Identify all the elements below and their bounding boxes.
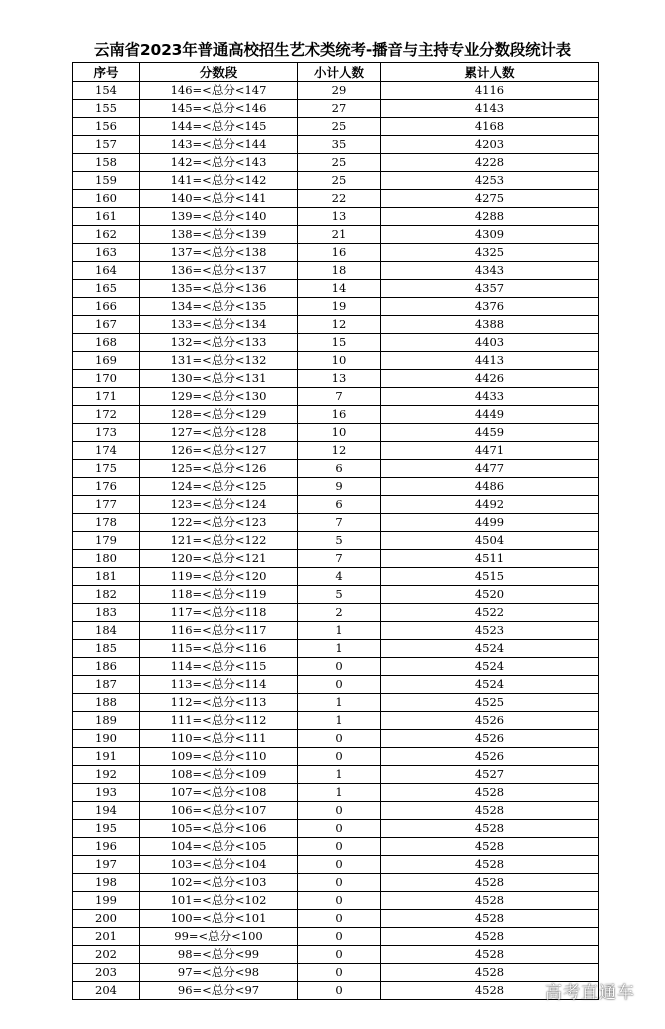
table-row [73,136,599,154]
score-range: 112=<总分<113 [140,694,298,712]
score-range: 130=<总分<131 [140,370,298,388]
cumulative-count: 4515 [381,568,599,586]
subtotal-count: 22 [298,190,381,208]
cumulative-count: 4499 [381,514,599,532]
score-range: 144=<总分<145 [140,118,298,136]
table-row [73,640,599,658]
score-range: 135=<总分<136 [140,280,298,298]
cumulative-count: 4528 [381,802,599,820]
table-row [73,244,599,262]
row-index: 174 [73,442,140,460]
table-row [73,100,599,118]
cumulative-count: 4486 [381,478,599,496]
table-row [73,874,599,892]
row-index: 158 [73,154,140,172]
cumulative-count: 4526 [381,730,599,748]
score-range: 104=<总分<105 [140,838,298,856]
row-index: 204 [73,982,140,1000]
cumulative-count: 4168 [381,118,599,136]
table-row [73,388,599,406]
row-index: 162 [73,226,140,244]
header-count: 小计人数 [298,63,381,82]
row-index: 202 [73,946,140,964]
subtotal-count: 10 [298,352,381,370]
score-range: 117=<总分<118 [140,604,298,622]
score-range: 132=<总分<133 [140,334,298,352]
subtotal-count: 6 [298,460,381,478]
cumulative-count: 4524 [381,640,599,658]
subtotal-count: 7 [298,514,381,532]
score-range: 146=<总分<147 [140,82,298,100]
row-index: 154 [73,82,140,100]
score-range: 110=<总分<111 [140,730,298,748]
row-index: 179 [73,532,140,550]
subtotal-count: 1 [298,712,381,730]
table-row [73,460,599,478]
table-row [73,694,599,712]
cumulative-count: 4228 [381,154,599,172]
row-index: 196 [73,838,140,856]
row-index: 201 [73,928,140,946]
row-index: 195 [73,820,140,838]
cumulative-count: 4511 [381,550,599,568]
score-range: 106=<总分<107 [140,802,298,820]
subtotal-count: 0 [298,820,381,838]
table-row [73,802,599,820]
cumulative-count: 4528 [381,784,599,802]
subtotal-count: 16 [298,406,381,424]
score-range: 115=<总分<116 [140,640,298,658]
row-index: 188 [73,694,140,712]
score-range: 96=<总分<97 [140,982,298,1000]
table-row [73,748,599,766]
row-index: 183 [73,604,140,622]
page-title: 云南省2023年普通高校招生艺术类统考-播音与主持专业分数段统计表 [94,41,571,59]
cumulative-count: 4528 [381,856,599,874]
cumulative-count: 4357 [381,280,599,298]
subtotal-count: 0 [298,964,381,982]
score-range: 145=<总分<146 [140,100,298,118]
score-range: 98=<总分<99 [140,946,298,964]
cumulative-count: 4343 [381,262,599,280]
row-index: 165 [73,280,140,298]
subtotal-count: 0 [298,856,381,874]
table-row [73,550,599,568]
row-index: 168 [73,334,140,352]
subtotal-count: 14 [298,280,381,298]
score-range: 124=<总分<125 [140,478,298,496]
table-row [73,154,599,172]
subtotal-count: 1 [298,766,381,784]
cumulative-count: 4116 [381,82,599,100]
subtotal-count: 0 [298,892,381,910]
subtotal-count: 10 [298,424,381,442]
subtotal-count: 6 [298,496,381,514]
score-range: 97=<总分<98 [140,964,298,982]
cumulative-count: 4253 [381,172,599,190]
cumulative-count: 4413 [381,352,599,370]
row-index: 182 [73,586,140,604]
cumulative-count: 4376 [381,298,599,316]
cumulative-count: 4528 [381,892,599,910]
subtotal-count: 2 [298,604,381,622]
table-row [73,280,599,298]
cumulative-count: 4426 [381,370,599,388]
table-row [73,604,599,622]
table-row [73,946,599,964]
cumulative-count: 4388 [381,316,599,334]
row-index: 190 [73,730,140,748]
row-index: 161 [73,208,140,226]
row-index: 180 [73,550,140,568]
score-range: 107=<总分<108 [140,784,298,802]
score-range: 126=<总分<127 [140,442,298,460]
score-range: 129=<总分<130 [140,388,298,406]
cumulative-count: 4524 [381,658,599,676]
table-row [73,226,599,244]
subtotal-count: 12 [298,316,381,334]
cumulative-count: 4143 [381,100,599,118]
cumulative-count: 4309 [381,226,599,244]
row-index: 199 [73,892,140,910]
subtotal-count: 4 [298,568,381,586]
subtotal-count: 13 [298,370,381,388]
subtotal-count: 1 [298,694,381,712]
cumulative-count: 4449 [381,406,599,424]
table-row [73,964,599,982]
cumulative-count: 4526 [381,712,599,730]
cumulative-count: 4492 [381,496,599,514]
table-row [73,496,599,514]
subtotal-count: 25 [298,172,381,190]
score-range: 137=<总分<138 [140,244,298,262]
row-index: 170 [73,370,140,388]
cumulative-count: 4528 [381,982,599,1000]
table-row [73,676,599,694]
cumulative-count: 4528 [381,838,599,856]
score-range: 105=<总分<106 [140,820,298,838]
table-body [73,82,599,1000]
row-index: 156 [73,118,140,136]
cumulative-count: 4459 [381,424,599,442]
table-row [73,406,599,424]
subtotal-count: 15 [298,334,381,352]
table-row [73,892,599,910]
subtotal-count: 12 [298,442,381,460]
table-row [73,424,599,442]
cumulative-count: 4528 [381,964,599,982]
row-index: 171 [73,388,140,406]
score-table [72,62,599,1000]
score-range: 99=<总分<100 [140,928,298,946]
cumulative-count: 4528 [381,820,599,838]
row-index: 203 [73,964,140,982]
row-index: 160 [73,190,140,208]
subtotal-count: 13 [298,208,381,226]
header-row [73,63,599,82]
table-row [73,730,599,748]
row-index: 157 [73,136,140,154]
score-range: 111=<总分<112 [140,712,298,730]
table-row [73,370,599,388]
table-row [73,442,599,460]
row-index: 189 [73,712,140,730]
row-index: 159 [73,172,140,190]
score-range: 120=<总分<121 [140,550,298,568]
row-index: 163 [73,244,140,262]
row-index: 191 [73,748,140,766]
subtotal-count: 9 [298,478,381,496]
table-row [73,622,599,640]
cumulative-count: 4433 [381,388,599,406]
score-range: 125=<总分<126 [140,460,298,478]
table-row [73,82,599,100]
table-row [73,820,599,838]
row-index: 167 [73,316,140,334]
table-row [73,514,599,532]
subtotal-count: 0 [298,748,381,766]
row-index: 184 [73,622,140,640]
row-index: 193 [73,784,140,802]
score-range: 131=<总分<132 [140,352,298,370]
cumulative-count: 4325 [381,244,599,262]
table-row [73,928,599,946]
subtotal-count: 0 [298,730,381,748]
row-index: 155 [73,100,140,118]
table-row [73,262,599,280]
score-range: 134=<总分<135 [140,298,298,316]
row-index: 178 [73,514,140,532]
cumulative-count: 4520 [381,586,599,604]
cumulative-count: 4527 [381,766,599,784]
table-row [73,910,599,928]
cumulative-count: 4477 [381,460,599,478]
header-index: 序号 [73,63,140,82]
table-row [73,784,599,802]
table-row [73,856,599,874]
row-index: 198 [73,874,140,892]
score-range: 133=<总分<134 [140,316,298,334]
table-row [73,172,599,190]
cumulative-count: 4504 [381,532,599,550]
subtotal-count: 19 [298,298,381,316]
table-row [73,298,599,316]
score-range: 138=<总分<139 [140,226,298,244]
table-row [73,712,599,730]
row-index: 192 [73,766,140,784]
row-index: 177 [73,496,140,514]
header-score-range: 分数段 [140,63,298,82]
subtotal-count: 0 [298,928,381,946]
table-row [73,586,599,604]
header-cumulative: 累计人数 [381,63,599,82]
score-range: 136=<总分<137 [140,262,298,280]
subtotal-count: 0 [298,676,381,694]
subtotal-count: 7 [298,550,381,568]
row-index: 164 [73,262,140,280]
subtotal-count: 5 [298,532,381,550]
row-index: 169 [73,352,140,370]
cumulative-count: 4471 [381,442,599,460]
subtotal-count: 1 [298,622,381,640]
row-index: 175 [73,460,140,478]
cumulative-count: 4528 [381,928,599,946]
cumulative-count: 4528 [381,874,599,892]
score-range: 108=<总分<109 [140,766,298,784]
subtotal-count: 0 [298,910,381,928]
row-index: 197 [73,856,140,874]
subtotal-count: 25 [298,154,381,172]
cumulative-count: 4523 [381,622,599,640]
table-row [73,658,599,676]
subtotal-count: 25 [298,118,381,136]
table-row [73,532,599,550]
table-row [73,568,599,586]
score-range: 118=<总分<119 [140,586,298,604]
subtotal-count: 0 [298,982,381,1000]
subtotal-count: 29 [298,82,381,100]
table-row [73,352,599,370]
table-row [73,766,599,784]
score-range: 140=<总分<141 [140,190,298,208]
cumulative-count: 4526 [381,748,599,766]
table-row [73,316,599,334]
subtotal-count: 0 [298,838,381,856]
subtotal-count: 35 [298,136,381,154]
score-range: 143=<总分<144 [140,136,298,154]
row-index: 194 [73,802,140,820]
row-index: 166 [73,298,140,316]
score-range: 113=<总分<114 [140,676,298,694]
score-range: 116=<总分<117 [140,622,298,640]
row-index: 200 [73,910,140,928]
score-range: 103=<总分<104 [140,856,298,874]
row-index: 186 [73,658,140,676]
score-range: 141=<总分<142 [140,172,298,190]
table-row [73,190,599,208]
table-row [73,478,599,496]
cumulative-count: 4275 [381,190,599,208]
score-range: 139=<总分<140 [140,208,298,226]
score-range: 127=<总分<128 [140,424,298,442]
subtotal-count: 0 [298,946,381,964]
subtotal-count: 7 [298,388,381,406]
score-range: 109=<总分<110 [140,748,298,766]
table-row [73,118,599,136]
subtotal-count: 27 [298,100,381,118]
score-range: 121=<总分<122 [140,532,298,550]
score-range: 142=<总分<143 [140,154,298,172]
row-index: 187 [73,676,140,694]
score-range: 102=<总分<103 [140,874,298,892]
cumulative-count: 4403 [381,334,599,352]
table-row [73,208,599,226]
subtotal-count: 18 [298,262,381,280]
table-row [73,838,599,856]
subtotal-count: 0 [298,874,381,892]
subtotal-count: 0 [298,658,381,676]
score-range: 123=<总分<124 [140,496,298,514]
score-range: 122=<总分<123 [140,514,298,532]
subtotal-count: 1 [298,784,381,802]
score-range: 119=<总分<120 [140,568,298,586]
row-index: 176 [73,478,140,496]
cumulative-count: 4528 [381,946,599,964]
cumulative-count: 4528 [381,910,599,928]
subtotal-count: 21 [298,226,381,244]
subtotal-count: 16 [298,244,381,262]
score-range: 128=<总分<129 [140,406,298,424]
row-index: 181 [73,568,140,586]
score-range: 114=<总分<115 [140,658,298,676]
cumulative-count: 4288 [381,208,599,226]
cumulative-count: 4203 [381,136,599,154]
subtotal-count: 0 [298,802,381,820]
score-range: 101=<总分<102 [140,892,298,910]
subtotal-count: 5 [298,586,381,604]
watermark: 高考直通车 [545,983,635,1003]
table-row [73,982,599,1000]
table-row [73,334,599,352]
cumulative-count: 4524 [381,676,599,694]
subtotal-count: 1 [298,640,381,658]
score-range: 100=<总分<101 [140,910,298,928]
row-index: 173 [73,424,140,442]
row-index: 172 [73,406,140,424]
cumulative-count: 4525 [381,694,599,712]
cumulative-count: 4522 [381,604,599,622]
row-index: 185 [73,640,140,658]
